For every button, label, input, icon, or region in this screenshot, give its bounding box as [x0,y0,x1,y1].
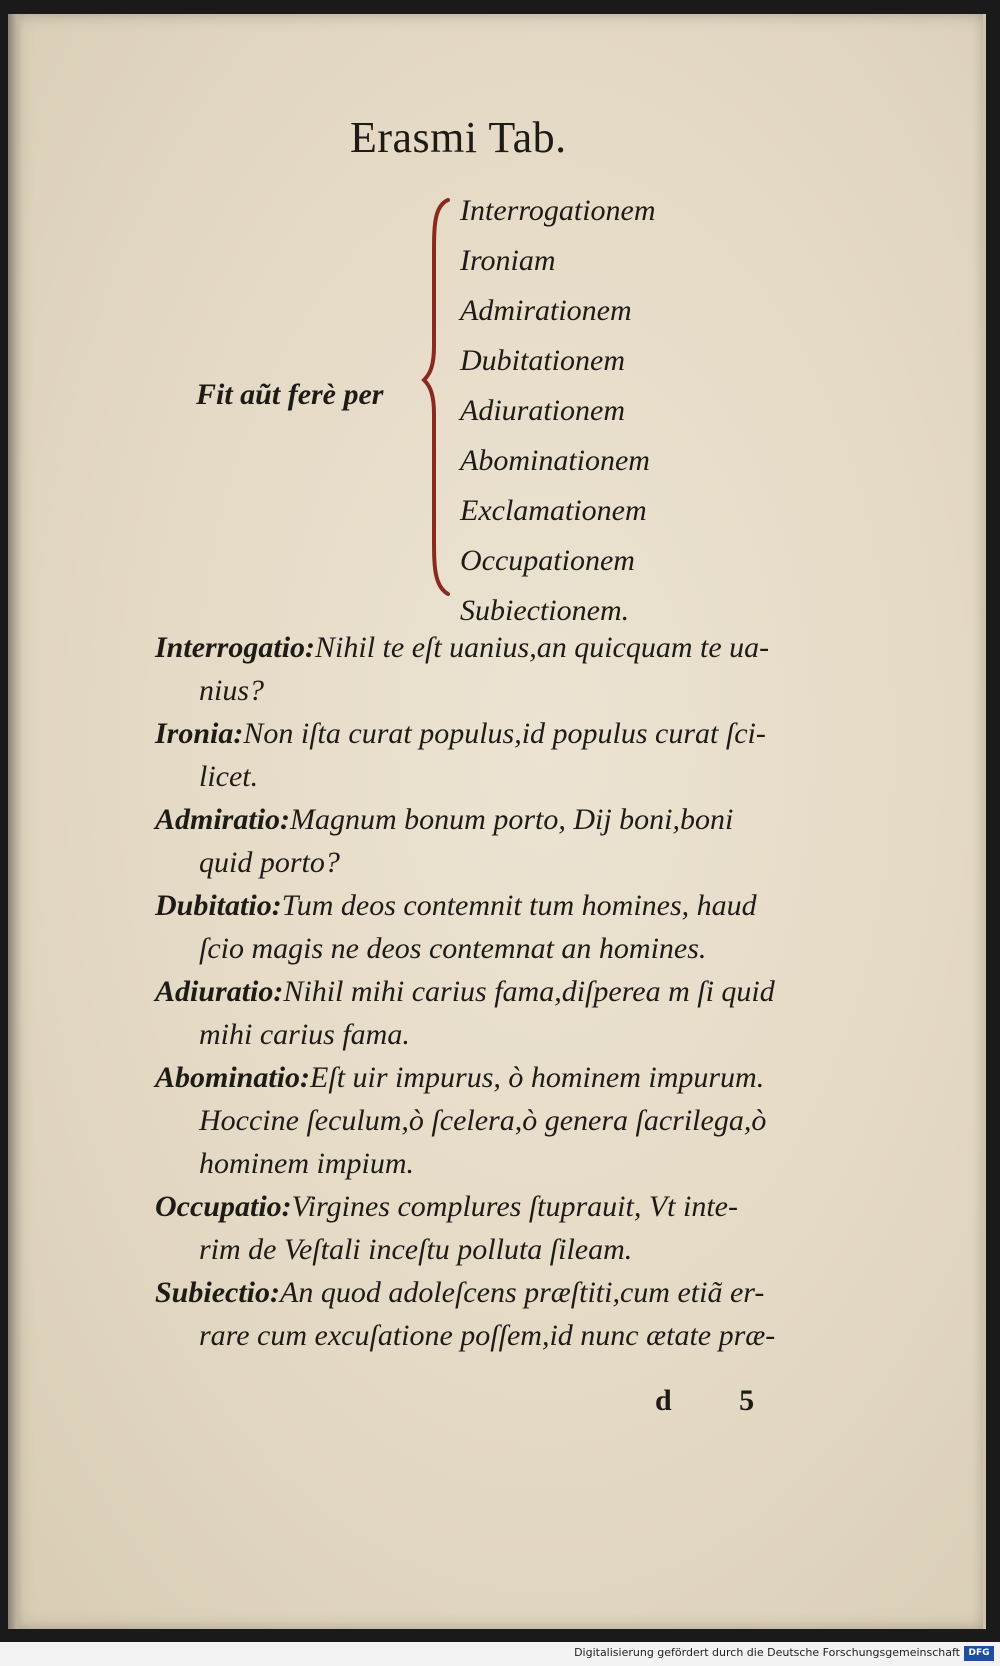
figure-item: Dubitationem [460,344,625,377]
entry-dubitatio [155,884,835,970]
figure-item: Occupationem [460,544,635,577]
entry-term: Interrogatio: [155,631,316,664]
lead-phrase: Fit aũt ferè per [196,378,384,411]
entry-subiectio [155,1271,835,1357]
running-header: Erasmi Tab. [350,113,567,162]
entry-line: rare cum excuſatione poſſem,id nunc ætate præ- [199,1319,776,1352]
entry-ironia [155,712,835,798]
figure-item: Exclamationem [460,494,647,527]
dfg-logo-icon: DFG [964,1646,994,1661]
figure-item: Abominationem [460,444,650,477]
entry-occupatio [155,1185,835,1271]
entry-interrogatio [155,626,835,712]
entry-line: Nihil mihi carius fama,diſperea m ſi quid [283,975,775,1008]
entry-line: rim de Veſtali inceſtu polluta ſileam. [199,1233,633,1266]
figure-item: Ironiam [460,244,556,277]
entry-line: Nihil te eſt uanius,an quicquam te ua- [315,631,770,664]
footer-credit: Digitalisierung gefördert durch die Deutsche Forschungsgemeinschaft [574,1646,960,1659]
entry-term: Abominatio: [155,1061,311,1094]
page-gutter [8,14,22,1629]
entry-term: Admiratio: [155,803,291,836]
entry-line: licet. [199,760,259,793]
entry-line: An quod adoleſcens præſtiti,cum etiã er- [280,1276,765,1309]
entry-term: Subiectio: [155,1276,280,1309]
entry-line: Tum deos contemnit tum homines, haud [281,889,757,922]
entry-line: hominem impium. [199,1147,414,1180]
figure-item: Admirationem [460,294,632,327]
entry-abominatio [155,1056,835,1185]
red-brace-icon [420,196,460,598]
entry-adiuratio [155,970,835,1056]
entry-line: ſcio magis ne deos contemnat an homines. [199,932,707,965]
entry-term: Ironia: [155,717,244,750]
entry-line: Hoccine ſeculum,ò ſcelera,ò genera ſacrilega,ò [199,1104,767,1137]
entry-term: Occupatio: [155,1190,292,1223]
entry-line: Virgines complures ſtuprauit, Vt inte- [291,1190,738,1223]
figure-list [460,186,656,636]
entry-admiratio [155,798,835,884]
entry-term: Adiuratio: [155,975,284,1008]
figure-item: Interrogationem [460,194,656,227]
footer-bar [0,1642,1000,1666]
entry-line: quid porto? [199,846,340,879]
entry-line: nius? [199,674,265,707]
entry-line: Non iſta curat populus,id populus curat ſci- [243,717,766,750]
entry-line: Eſt uir impurus, ò hominem impurum. [310,1061,765,1094]
entry-line: mihi carius fama. [199,1018,410,1051]
figure-item: Adiurationem [460,394,625,427]
signature-mark: d 5 [655,1384,785,1417]
entry-line: Magnum bonum porto, Dij boni,boni [290,803,734,836]
entry-term: Dubitatio: [155,889,282,922]
body-text [155,626,835,1357]
figure-item: Subiectionem. [460,594,630,627]
